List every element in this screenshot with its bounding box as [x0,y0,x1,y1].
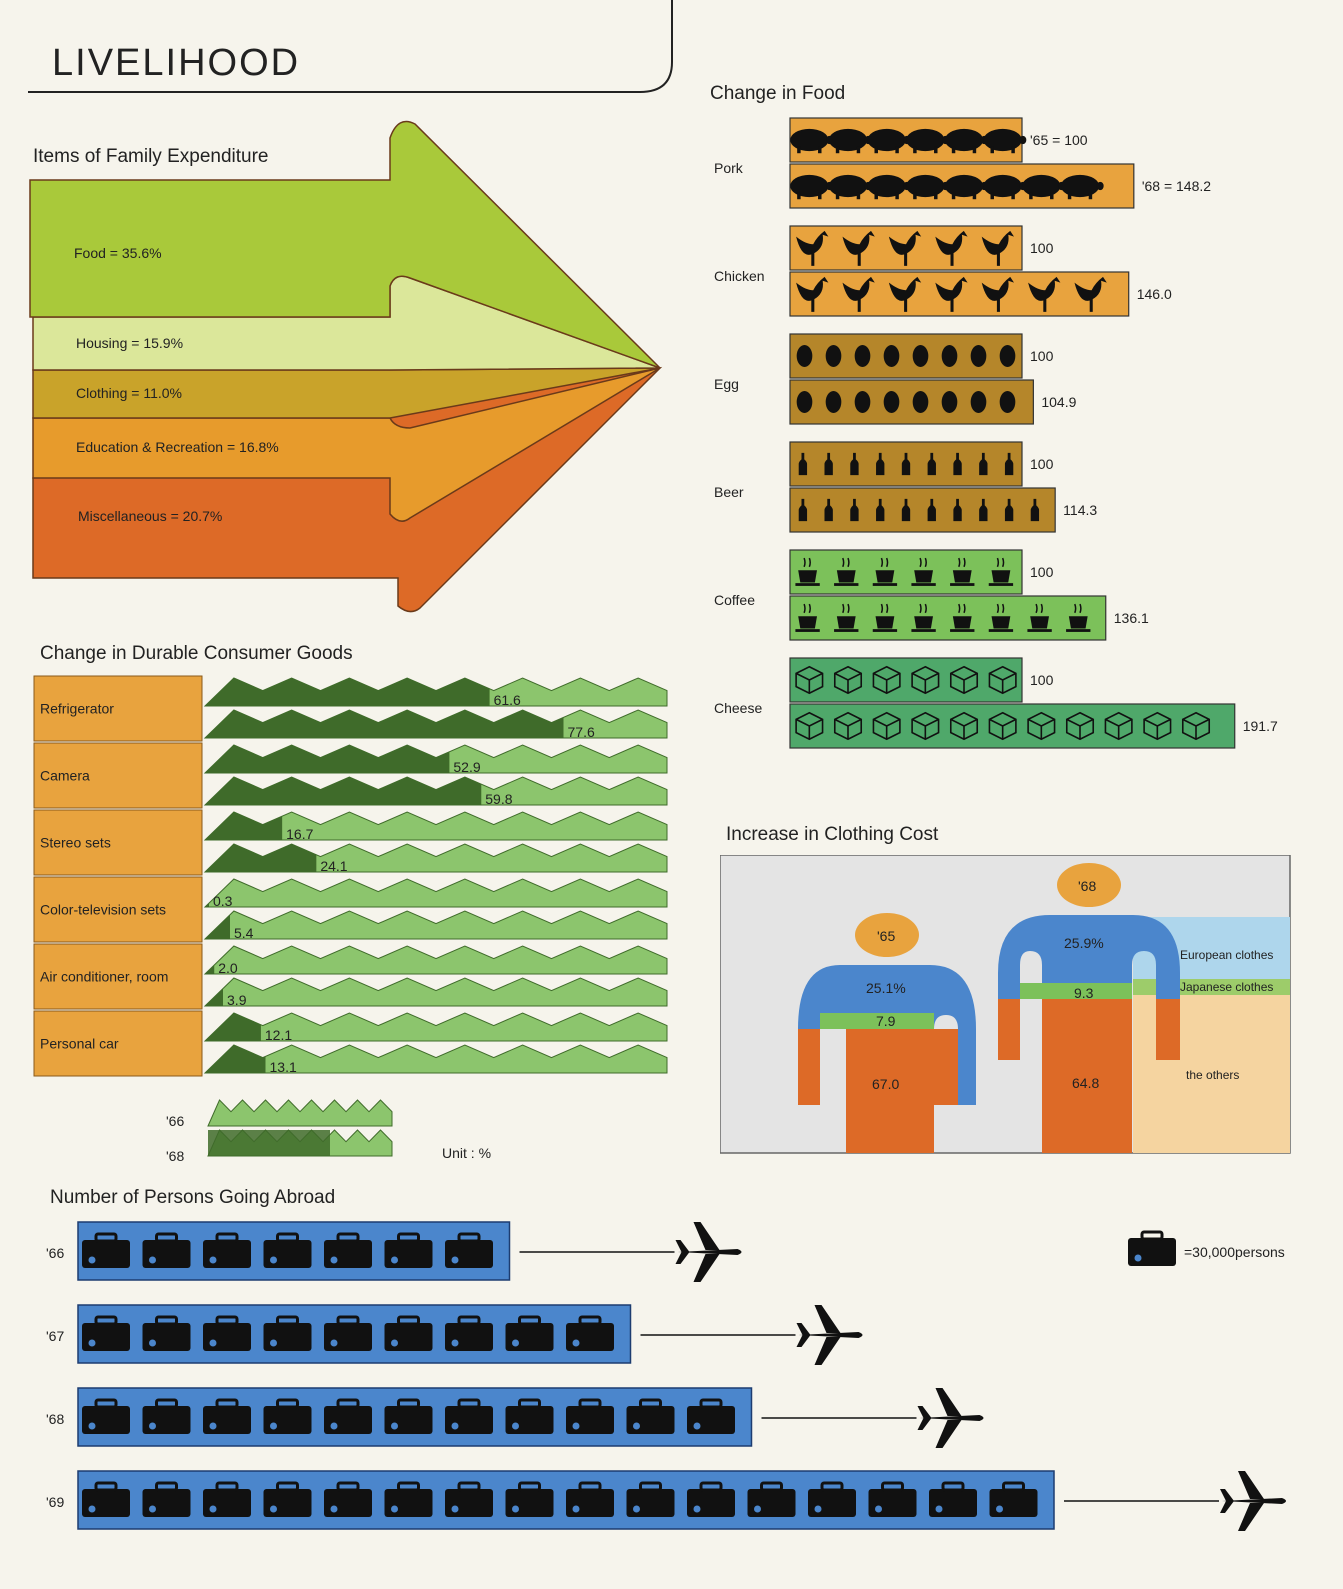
plane-icon [1220,1471,1286,1531]
food-icon [942,345,958,367]
legend-68-dark [208,1130,330,1156]
food-icon [913,391,929,413]
food-category-label: Egg [714,376,739,392]
food-value-label: 114.3 [1063,502,1098,518]
label-japanese: Japanese clothes [1180,980,1274,994]
abroad-legend: =30,000persons [1184,1244,1285,1260]
durable-category-label: Personal car [40,1035,119,1052]
food-icon [884,345,900,367]
durable-bar-bg [205,879,667,907]
food-value-label: 100 [1030,240,1054,256]
food-label: Food = 35.6% [74,245,162,261]
durable-bar-bg [205,946,667,974]
plane-icon [918,1388,984,1448]
durable-chart [0,670,680,1170]
food-value-label: '65 = 100 [1030,132,1088,148]
food-value-label: 191.7 [1242,718,1278,734]
expenditure-title: Items of Family Expenditure [33,146,269,167]
clothing-year-68: '68 [1078,878,1097,894]
durable-bar-bg [205,978,667,1006]
durable-value-label: 61.6 [493,692,521,708]
c68-japanese: 9.3 [1074,985,1094,1001]
food-title: Change in Food [710,83,846,104]
food-chart [700,110,1343,770]
durable-category-label: Refrigerator [40,700,114,717]
food-value-label: 100 [1030,672,1054,688]
durable-value-label: 2.0 [218,960,238,976]
durable-value-label: 13.1 [269,1059,297,1075]
abroad-year-label: '66 [46,1245,65,1261]
food-value-label: 100 [1030,348,1054,364]
durable-value-label: 0.3 [213,893,233,909]
food-category-label: Coffee [714,592,755,608]
food-category-label: Cheese [714,700,763,716]
food-icon [855,391,871,413]
label-european: European clothes [1180,948,1274,962]
page-title: LIVELIHOOD [52,42,301,84]
durable-title: Change in Durable Consumer Goods [40,643,353,664]
food-value-label: '68 = 148.2 [1141,178,1212,194]
durable-legend-66: '66 [166,1113,185,1129]
durable-value-label: 24.1 [320,858,348,874]
clothing-label: Clothing = 11.0% [76,385,182,401]
legend-66-bar [208,1100,392,1126]
food-icon [971,345,987,367]
food-icon [971,391,987,413]
food-bar [790,550,1022,594]
food-category-label: Pork [714,160,743,176]
durable-value-label: 16.7 [286,826,314,842]
c68-others: 64.8 [1072,1075,1100,1091]
education-label: Education & Recreation = 16.8% [76,439,279,455]
durable-value-label: 3.9 [227,992,247,1008]
food-category-label: Chicken [714,268,765,284]
c68-european: 25.9% [1064,935,1104,951]
food-bar [790,658,1022,702]
food-icon [826,391,842,413]
label-others: the others [1186,1068,1240,1082]
food-icon [797,345,813,367]
abroad-chart [0,1210,1343,1550]
durable-category-label: Camera [40,767,90,784]
misc-label: Miscellaneous = 20.7% [78,508,223,524]
food-value-label: 104.9 [1041,394,1077,410]
legend-suitcase-icon [1128,1232,1176,1266]
abroad-year-label: '69 [46,1494,65,1510]
food-bar [790,334,1022,378]
food-icon [913,345,929,367]
c65-european: 25.1% [866,980,906,996]
clothing-chart [720,855,1292,1155]
plane-icon [797,1305,863,1365]
durable-value-label: 52.9 [453,759,481,775]
food-bar [790,704,1235,748]
food-value-label: 136.1 [1113,610,1149,626]
durable-unit: Unit : % [442,1145,492,1161]
durable-category-label: Stereo sets [40,834,111,851]
food-icon [942,391,958,413]
abroad-year-label: '67 [46,1328,65,1344]
durable-category-label: Color-television sets [40,901,167,918]
durable-value-label: 12.1 [264,1027,293,1043]
expenditure-arrow [0,110,680,620]
c65-others: 67.0 [872,1076,900,1092]
durable-legend-68: '68 [166,1148,185,1164]
food-icon [1000,345,1016,367]
abroad-title: Number of Persons Going Abroad [50,1187,336,1208]
c65-japanese: 7.9 [876,1013,896,1029]
durable-category-label: Air conditioner, room [40,968,169,985]
food-value-label: 100 [1030,564,1054,580]
durable-bar-bg [205,911,667,939]
food-bar [790,272,1129,316]
housing-label: Housing = 15.9% [76,335,184,351]
food-icon [855,345,871,367]
durable-value-label: 59.8 [485,791,513,807]
food-category-label: Beer [714,484,744,500]
food-icon [797,391,813,413]
clothing-title: Increase in Clothing Cost [726,824,939,845]
plane-icon [676,1222,742,1282]
food-icon [826,345,842,367]
clothing-year-65: '65 [877,928,896,944]
food-value-label: 146.0 [1136,286,1172,302]
durable-value-label: 5.4 [233,925,254,941]
food-icon [884,391,900,413]
food-value-label: 100 [1030,456,1054,472]
food-icon [1000,391,1016,413]
abroad-year-label: '68 [46,1411,65,1427]
durable-value-label: 77.6 [567,724,595,740]
